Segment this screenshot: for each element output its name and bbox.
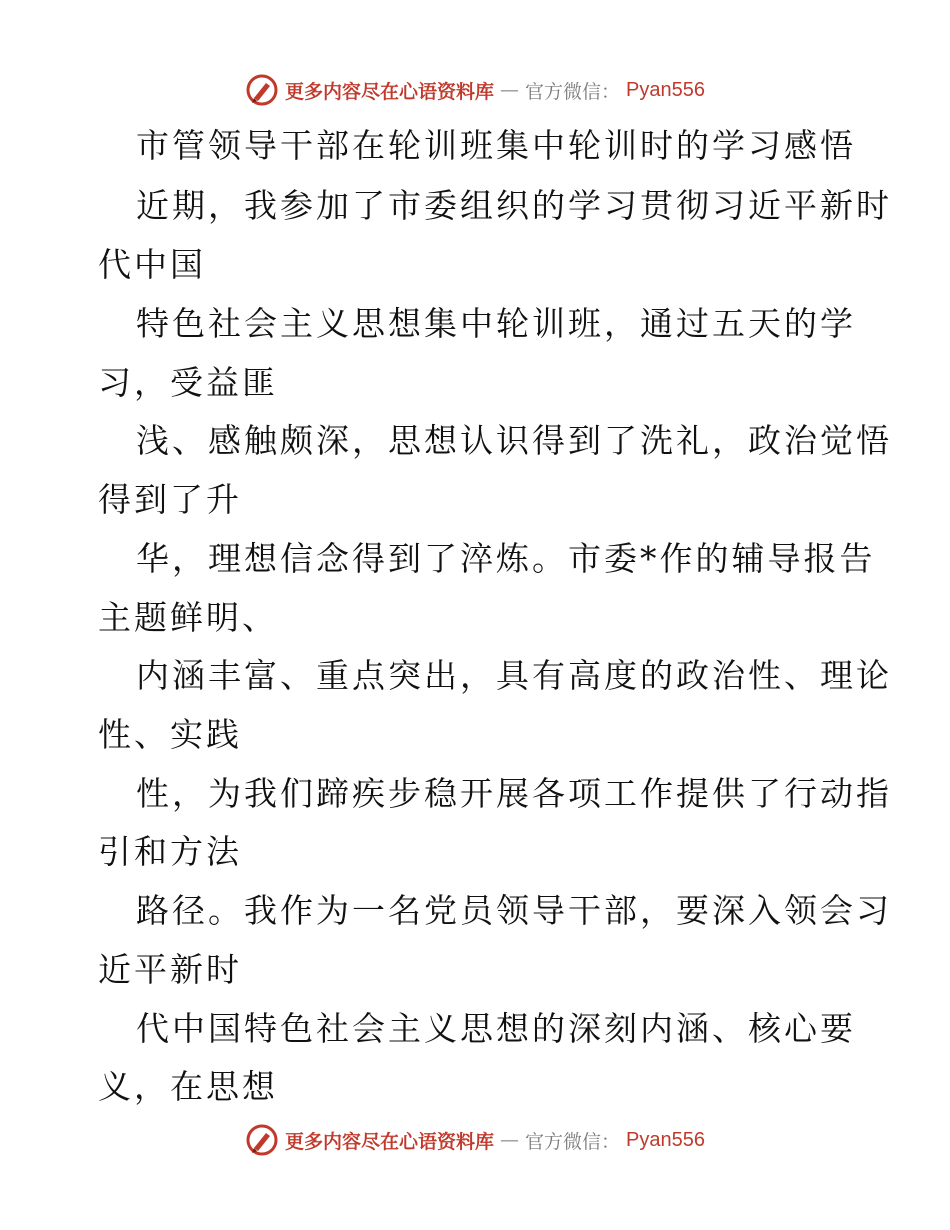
document-line: 内涵丰富、重点突出，具有高度的政治性、理论 xyxy=(136,656,892,695)
document-line: 习，受益匪 xyxy=(98,363,278,402)
document-line: 特色社会主义思想集中轮训班，通过五天的学 xyxy=(136,304,856,343)
document-line: 引和方法 xyxy=(98,832,242,871)
watermark-wechat-label: 官方微信： xyxy=(525,1130,621,1153)
document-title: 市管领导干部在轮训班集中轮训时的学习感悟 xyxy=(136,126,856,165)
footer-watermark xyxy=(0,1120,950,1160)
watermark-wechat-id: Pyan556 xyxy=(626,78,705,101)
watermark-wechat-id: Pyan556 xyxy=(626,1128,705,1151)
document-line: 得到了升 xyxy=(98,480,242,519)
document-line: 华，理想信念得到了淬炼。市委*作的辅导报告 xyxy=(136,539,876,578)
document-line: 近平新时 xyxy=(98,950,242,989)
document-line: 主题鲜明、 xyxy=(98,598,278,637)
document-line: 浅、感触颇深，思想认识得到了洗礼，政治觉悟 xyxy=(136,421,892,460)
pen-logo-icon xyxy=(245,1123,279,1157)
document-line: 义，在思想 xyxy=(98,1067,278,1106)
watermark-site-text: 更多内容尽在心语资料库 xyxy=(285,1130,495,1153)
watermark-dash: — xyxy=(500,79,520,101)
document-line: 性，为我们蹄疾步稳开展各项工作提供了行动指 xyxy=(136,774,892,813)
document-line: 性、实践 xyxy=(98,715,242,754)
watermark-wechat-label: 官方微信： xyxy=(525,80,621,103)
header-watermark xyxy=(0,70,950,110)
watermark-dash: — xyxy=(500,1129,520,1151)
document-line: 近期，我参加了市委组织的学习贯彻习近平新时 xyxy=(136,186,892,225)
watermark-site-text: 更多内容尽在心语资料库 xyxy=(285,80,495,103)
document-line: 代中国 xyxy=(98,245,206,284)
document-line: 代中国特色社会主义思想的深刻内涵、核心要 xyxy=(136,1009,856,1048)
document-line: 路径。我作为一名党员领导干部，要深入领会习 xyxy=(136,891,892,930)
pen-logo-icon xyxy=(245,73,279,107)
